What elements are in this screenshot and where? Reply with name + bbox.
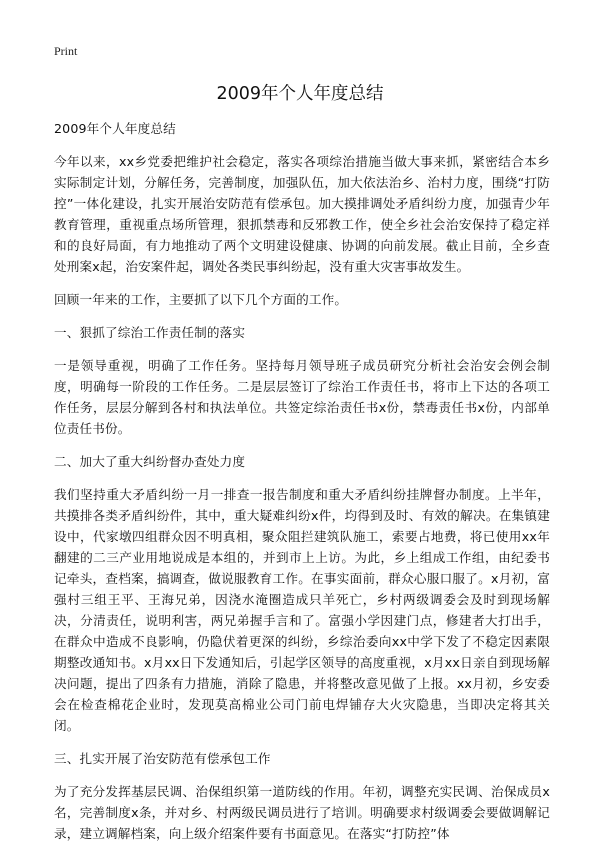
section-heading: 三、扎实开展了治安防范有偿承包工作	[54, 751, 271, 766]
section-body: 为了充分发挥基层民调、治保组织第一道防线的作用。年初，调整充实民调、治保成员x名，完善制度x条，并对乡、村两级民调员进行了培训。明确要求村级调委会要做调解记录，建立调解档案，向上级介绍案件要有书面意见。在落实“打防控”体	[54, 784, 550, 841]
summary-paragraph: 回顾一年来的工作，主要抓了以下几个方面的工作。	[54, 292, 348, 307]
intro-paragraph: 今年以来，xx乡党委把维护社会稳定，落实各项综治措施当做大事来抓，紧密结合本乡实际制定计划，分解任务，完善制度，加强队伍，加大依法治乡、治村力度，围绕“打防控”一体化建设，扎实开展治安防范有偿承包。加大摸排调处矛盾纠纷力度，加强青少年教育管理，重视重点场所管理，狠抓禁毒和反邪教工作，使全乡社会治安保持了稳定祥和的良好局面，有力地推动了两个文明建设健康、协调的向前发展。截止目前，全乡查处刑案x起，治安案件起，调处各类民事纠纷起，没有重大灾害事故发生。	[54, 154, 550, 274]
section-body: 一是领导重视，明确了工作任务。坚持每月领导班子成员研究分析社会治安会例会制度，明确每一阶段的工作任务。二是层层签订了综治工作责任书，将市上下达的各项工作任务，层层分解到各村和执法单位。共签定综治责任书x份，禁毒责任书x份，内部单位责任书份。	[54, 358, 550, 436]
section-heading: 一、狠抓了综治工作责任制的落实	[54, 325, 246, 340]
section-heading: 二、加大了重大纠纷督办查处力度	[54, 454, 246, 469]
print-link[interactable]: Print	[54, 44, 78, 58]
document-title: 2009年个人年度总结	[216, 84, 384, 104]
section-body: 我们坚持重大矛盾纠纷一月一排查一报告制度和重大矛盾纠纷挂牌督办制度。上半年，共摸排各类矛盾纠纷件，其中，重大疑难纠纷x件，均得到及时、有效的解决。在集镇建设中，代家墩四组群众因不明真相，聚众阻拦建筑队施工，索要占地费，将已使用xx年翻建的二三产业用地说成是本组的，并到市上上访。为此，乡上组成工作组，由纪委书记牵头，查档案，搞调查，做说服教育工作。在事实面前，群众心服口服了。x月初，富强村三组王平、王海兄弟，因浇水淹圈造成只羊死亡，乡村两级调委会及时到现场解决，分清责任，说明利害，两兄弟握手言和了。富强小学因建门点，修建者大打出手，在群众中造成不良影响，仍隐伏着更深的纠纷，乡综治委向xx中学下发了不稳定因素限期整改通知书。x月xx日下发通知后，引起学区领导的高度重视，x月xx日亲自到现场解决问题，提出了四条有力措施，消除了隐患，并将整改意见做了上报。xx月初，乡安委会在检查棉花企业时，发现莫高棉业公司门前电焊铺存大火灾隐患，当即决定将其关闭。	[54, 487, 550, 733]
document-body	[54, 118, 550, 856]
document-subtitle: 2009年个人年度总结	[54, 121, 176, 136]
